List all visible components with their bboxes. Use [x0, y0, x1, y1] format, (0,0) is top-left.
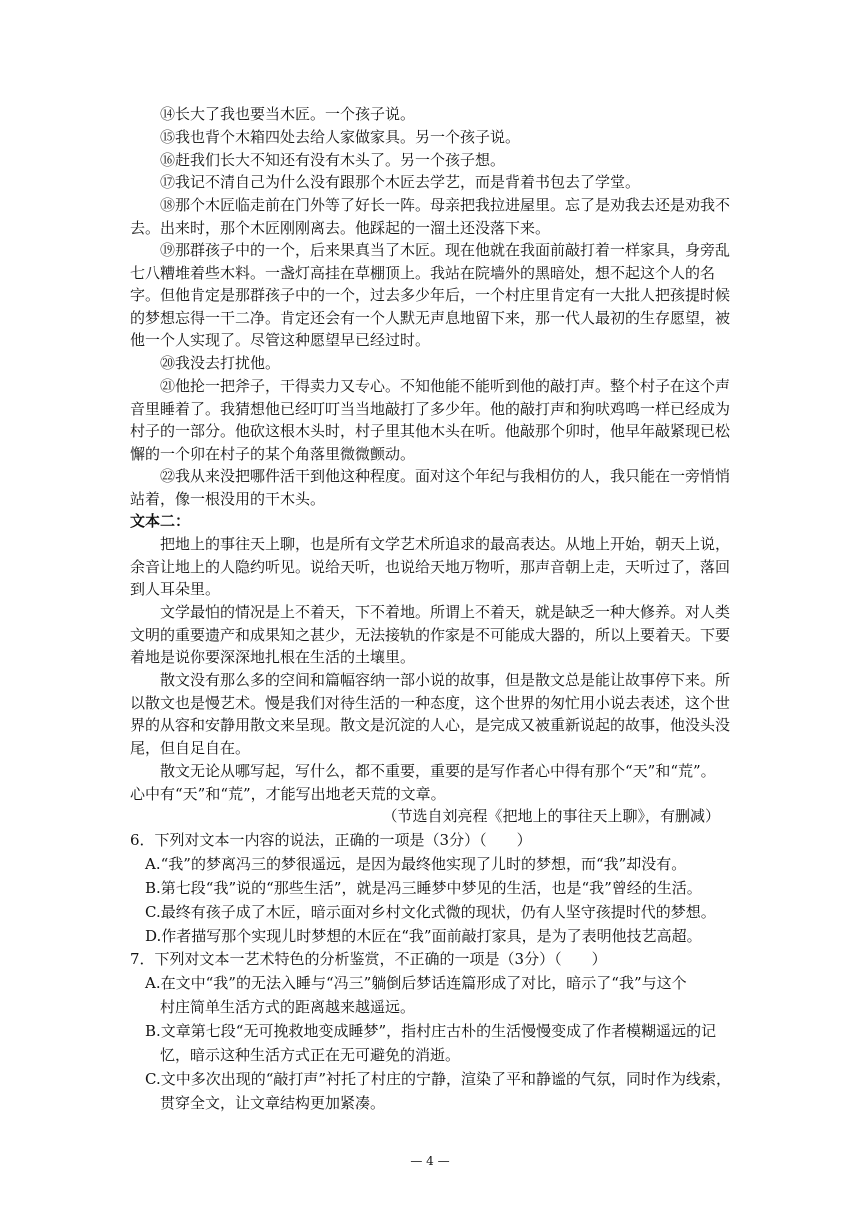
- question-7-option-b-line1: B.文章第七段“无可挽救地变成睡梦”，指村庄古朴的生活慢慢变成了作者模糊遥远的记: [145, 1022, 717, 1040]
- paragraph-19: ⑲那群孩子中的一个，后来果真当了木匠。现在他就在我面前敲打着一样家具，身旁乱七八糟堆着些木料。一盏灯高挂在草棚顶上。我站在院墙外的黑暗处，想不起这个人的名字。但他肯定是那群孩子中的一个，过去多少年后，一个村庄里肯定有一大批人把孩提时候的梦想忘得一干二净。肯定还会有一个人默无声息地留下来，那一代人最初的生存愿望，被他一个人实现了。尽管这种愿望早已经过时。: [130, 241, 731, 350]
- question-6-option-c: C.最终有孩子成了木匠，暗示面对乡村文化式微的现状，仍有人坚守孩提时代的梦想。: [145, 903, 716, 921]
- text2-paragraph-1: 把地上的事往天上聊，也是所有文学艺术所追求的最高表达。从地上开始，朝天上说，余音让地上的人隐约听见。说给天听，也说给天地万物听，那声音朝上走，天听过了，落回到人耳朵里。: [130, 535, 731, 599]
- question-6-option-d: D.作者描写那个实现儿时梦想的木匠在“我”面前敲打家具，是为了表明他技艺高超。: [145, 927, 702, 945]
- question-7-option-c-line2: 贯穿全文，让文章结构更加紧凑。: [160, 1094, 386, 1112]
- question-7-option-a-line1: A.在文中“我”的无法入睡与“冯三”躺倒后梦话连篇形成了对比，暗示了“我”与这个: [145, 974, 687, 992]
- question-7-option-b-line2: 忆，暗示这种生活方式正在无可避免的消逝。: [160, 1046, 461, 1064]
- paragraph-16: ⑯赶我们长大不知还有没有木头了。另一个孩子想。: [160, 151, 506, 169]
- question-7-option-a: [145, 971, 735, 1019]
- page-number: — 4 —: [410, 1154, 450, 1168]
- question-7-option-c: [145, 1067, 735, 1115]
- text2-heading: 文本二：: [130, 512, 191, 530]
- paragraph-18: ⑱那个木匠临走前在门外等了好长一阵。母亲把我拉进屋里。忘了是劝我去还是劝我不去。出来时，那个木匠刚刚离去。他踩起的一溜土还没落下来。: [130, 196, 731, 237]
- source-citation: （节选自刘亮程《把地上的事往天上聊》，有删减）: [382, 807, 720, 825]
- paragraph-21: ㉑他抡一把斧子，干得卖力又专心。不知他能不能听到他的敲打声。整个村子在这个声音里睡着了。我猜想他已经叮叮当当地敲打了多少年。他的敲打声和狗吠鸡鸣一样已经成为村子的一部分。他砍这根木头时，村子里其他木头在听。他敲那个卯时，他早年敲紧现已松懈的一个卯在村子的某个角落里微微颤动。: [130, 377, 731, 463]
- paragraph-17: ⑰我记不清自己为什么没有跟那个木匠去学艺，而是背着书包去了学堂。: [160, 173, 641, 191]
- paragraph-20: ⑳我没去打扰他。: [160, 354, 281, 372]
- text2-paragraph-3: 散文没有那么多的空间和篇幅容纳一部小说的故事，但是散文总是能让故事停下来。所以散文也是慢艺术。慢是我们对待生活的一种态度，这个世界的匆忙用小说去表述，这个世界的从容和安静用散文来呈现。散文是沉淀的人心，是完成又被重新说起的故事，他没头没尾，但自足自在。: [130, 671, 731, 757]
- question-7-option-b: [145, 1019, 735, 1067]
- question-6-stem: 6．下列对文本一内容的说法，正确的一项是（3分）（ ）: [130, 831, 532, 849]
- question-7-option-a-line2: 村庄简单生活方式的距离越来越遥远。: [160, 998, 416, 1016]
- paragraph-14: ⑭长大了我也要当木匠。一个孩子说。: [160, 105, 416, 123]
- text2-paragraph-2: 文学最怕的情况是上不着天，下不着地。所谓上不着天，就是缺乏一种大修养。对人类文明的重要遗产和成果知之甚少，无法接轨的作家是不可能成大器的，所以上要着天。下要着地是说你要深深地扎根在生活的土壤里。: [130, 603, 731, 667]
- question-7-stem: 7．下列对文本一艺术特色的分析鉴赏，不正确的一项是（3分）（ ）: [130, 950, 607, 968]
- question-6-option-a: A.“我”的梦离冯三的梦很遥远，是因为最终他实现了儿时的梦想，而“我”却没有。: [145, 855, 687, 873]
- question-6-option-b: B.第七段“我”说的“那些生活”，就是冯三睡梦中梦见的生活，也是“我”曾经的生活。: [145, 879, 702, 897]
- paragraph-22: ㉒我从来没把哪件活干到他这种程度。面对这个年纪与我相仿的人，我只能在一旁悄悄站着，像一根没用的干木头。: [130, 467, 731, 508]
- question-7-option-c-line1: C.文中多次出现的“敲打声”衬托了村庄的宁静，渲染了平和静谧的气氛，同时作为线索，: [145, 1070, 732, 1088]
- paragraph-15: ⑮我也背个木箱四处去给人家做家具。另一个孩子说。: [160, 128, 521, 146]
- text2-paragraph-4: 散文无论从哪写起，写什么，都不重要，重要的是写作者心中得有那个“天”和“荒”。心中有“天”和“荒”，才能写出地老天荒的文章。: [130, 762, 716, 803]
